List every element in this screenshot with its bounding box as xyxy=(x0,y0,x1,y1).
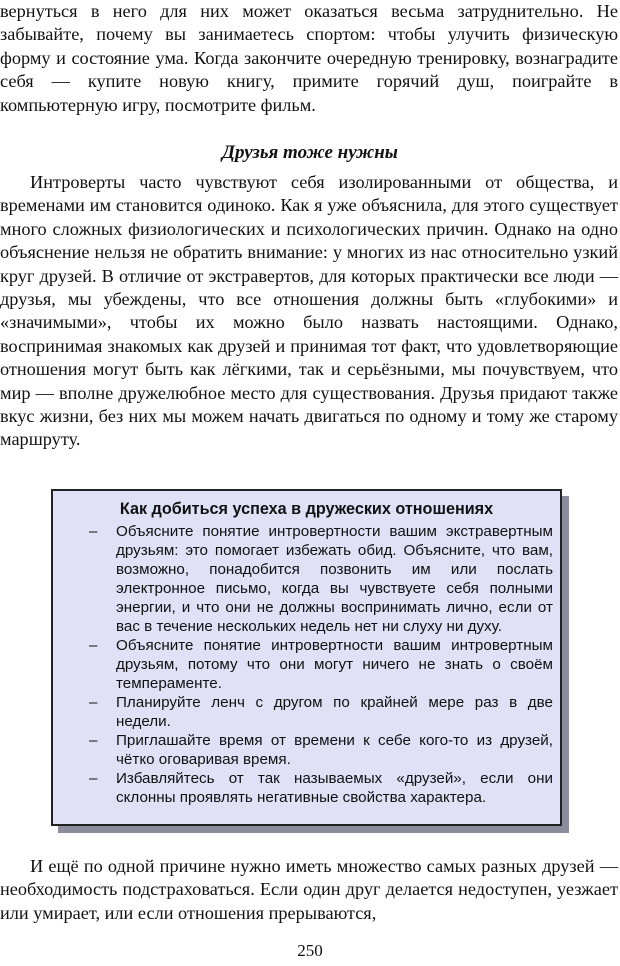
list-item-text: Объясните понятие интровертности вашим интровертным друзьям, потому что они могут ничего не знать о своём темпераменте. xyxy=(116,637,553,692)
section-heading: Друзья тоже нужны xyxy=(222,142,398,163)
tips-box-title: Как добиться успеха в дружеских отношениях xyxy=(119,500,494,518)
bullet-dash: – xyxy=(89,732,98,749)
list-item-text: Приглашайте время от времени к себе кого-то из друзей, чётко оговаривая время. xyxy=(116,732,553,768)
tips-list xyxy=(53,522,560,807)
paragraph-top xyxy=(0,0,618,117)
tips-box xyxy=(51,489,562,826)
list-item xyxy=(53,522,560,636)
paragraph-bottom-text: И ещё по одной причине нужно иметь множество самых разных друзей — необходимость подстраховаться. Если один друг делается недоступен, уезжает или умирает, или если отношения прерываются, xyxy=(0,856,618,923)
list-item xyxy=(53,636,560,693)
page-number: 250 xyxy=(297,941,323,960)
list-item xyxy=(53,731,560,769)
bullet-dash: – xyxy=(89,694,98,711)
bullet-dash: – xyxy=(89,523,98,540)
paragraph-main xyxy=(0,171,618,452)
paragraph-main-text: Интроверты часто чувствуют себя изолированными от общества, и временами им становится одиноко. Как я уже объяснила, для этого существует много сложных физиологических и психологических причин. Однако на одно объяснение нельзя не обратить внимание: у многих из нас относительно узкий круг друзей. В отличие от экстравертов, для которых практически все люди — друзья, мы убеждены, что все отношения должны быть «глубокими» и «значимыми», чтобы их можно было назвать настоящими. Однако, воспринимая знакомых как друзей и принимая тот факт, что удовлетворяющие отношения могут быть как лёгкими, так и серьёзными, мы почувствуем, что мир — вполне дружелюбное место для существования. Друзья придают также вкус жизни, без них мы можем начать двигаться по одному и тому же старому маршруту. xyxy=(0,172,618,450)
bullet-dash: – xyxy=(89,770,98,787)
paragraph-bottom xyxy=(0,855,618,925)
list-item-text: Объясните понятие интровертности вашим экстравертным друзьям: это помогает избежать обид. Объясните, что вам, возможно, понадобится позвонить им или послать электронное письмо, когда вы чувствуете себя полными энергии, и что они не должны воспринимать лично, если от вас в течение нескольких недель нет ни слуху ни духу. xyxy=(116,523,553,635)
list-item-text: Планируйте ленч с другом по крайней мере раз в две недели. xyxy=(116,694,553,730)
bullet-dash: – xyxy=(89,637,98,654)
list-item xyxy=(53,693,560,731)
paragraph-top-text: вернуться в него для них может оказаться весьма затруднительно. Не забывайте, почему вы занимаетесь спортом: чтобы улучить физическую форму и состояние ума. Когда закончите очередную тренировку, вознаградите себя — купите новую книгу, примите горячий душ, поиграйте в компьютерную игру, посмотрите фильм. xyxy=(0,1,618,115)
list-item-text: Избавляйтесь от так называемых «друзей», если они склонны проявлять негативные свойства характера. xyxy=(116,770,553,806)
list-item xyxy=(53,769,560,807)
